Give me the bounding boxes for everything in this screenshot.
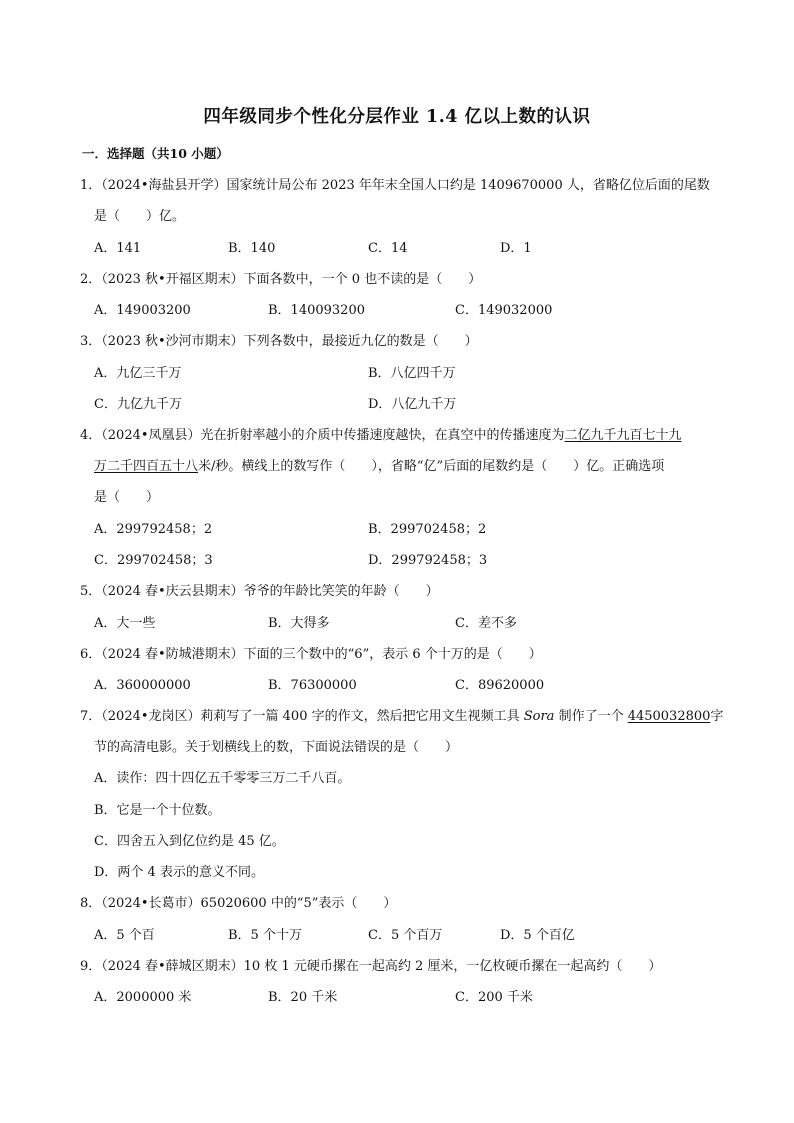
question-8-option-a: A．5 个百 [94,928,155,943]
question-4-underlined-number: 二亿九千九百七十九 [564,428,682,443]
question-5-option-a: A．大一些 [94,616,156,631]
question-3-stem: 3．（2023 秋•沙河市期末）下列各数中，最接近九亿的数是（ ） [80,334,478,349]
question-4-option-d: D．299792458；3 [368,553,488,568]
question-8-option-b: B．5 个十万 [228,928,302,943]
section-heading: 一．选择题（共10 小题） [82,146,229,161]
question-7-stem-text: 7．（2024•龙岗区）莉莉写了一篇 400 字的作文，然后把它用文生视频工具 [80,709,524,724]
question-3-option-c: C．九亿九千万 [94,397,182,412]
question-1-option-d: D．1 [500,241,532,256]
question-6-option-c: C．89620000 [455,678,545,693]
question-4-stem-text: 4．（2024•凤凰县）光在折射率越小的介质中传播速度越快，在真空中的传播速度为 [80,428,565,443]
question-1-option-a: A．141 [94,241,142,256]
question-7-option-b: B．它是一个十位数。 [94,803,221,818]
question-7-underlined-number: 4450032800 [627,709,711,724]
question-7-tool-name: Sora [523,709,555,724]
question-4-option-a: A．299792458；2 [94,522,213,537]
question-1-option-b: B．140 [228,241,276,256]
question-2-option-a: A．149003200 [94,303,191,318]
question-7-option-a: A．读作：四十四亿五千零零三万二千八百。 [94,771,351,786]
question-4-stem-text-2: 米/秒。横线上的数写作（ ），省略“亿”后面的尾数约是（ ）亿。正确选项 [198,459,665,474]
question-1-stem-cont: 是（ ）亿。 [94,209,186,224]
question-4-stem [80,424,682,443]
question-7-stem [80,705,723,724]
page-title: 四年级同步个性化分层作业 1.4 亿以上数的认识 [203,107,591,127]
question-7-stem-text-3: 字 [710,709,724,724]
question-3-option-d: D．八亿九千万 [368,397,457,412]
question-8-option-c: C．5 个百万 [368,928,443,943]
question-1-option-c: C．14 [368,241,408,256]
question-4-underlined-number-cont: 万二千四百五十八 [94,459,199,474]
question-2-option-b: B．140093200 [268,303,365,318]
question-5-stem: 5．（2024 春•庆云县期末）爷爷的年龄比笑笑的年龄（ ） [80,584,439,599]
question-9-option-a: A．2000000 米 [94,990,192,1005]
question-9-option-c: C．200 千米 [455,990,533,1005]
question-4-stem-cont-2: 是（ ） [94,490,160,505]
question-6-option-a: A．360000000 [94,678,191,693]
question-8-option-d: D．5 个百亿 [500,928,575,943]
question-6-option-b: B．76300000 [268,678,357,693]
question-9-option-b: B．20 千米 [268,990,338,1005]
question-2-stem: 2．（2023 秋•开福区期末）下面各数中，一个 0 也不读的是（ ） [80,272,482,287]
question-2-option-c: C．149032000 [455,303,553,318]
question-7-stem-text-2: 制作了一个 [554,709,628,724]
question-1-stem: 1．（2024•海盐县开学）国家统计局公布 2023 年年末全国人口约是 1409670000 人，省略亿位后面的尾数 [80,178,710,193]
question-5-option-b: B．大得多 [268,616,330,631]
question-4-option-b: B．299702458；2 [368,522,487,537]
question-9-stem: 9．（2024 春•薛城区期末）10 枚 1 元硬币摞在一起高约 2 厘米，一亿枚硬币摞在一起高约（ ） [80,959,662,974]
question-5-option-c: C．差不多 [455,616,517,631]
question-6-stem: 6．（2024 春•防城港期末）下面的三个数中的“6”，表示 6 个十万的是（ ） [80,647,542,662]
question-7-option-d: D．两个 4 表示的意义不同。 [94,865,264,880]
question-3-option-a: A．九亿三千万 [94,366,182,381]
question-3-option-b: B．八亿四千万 [368,366,456,381]
question-7-stem-cont: 节的高清电影。关于划横线上的数，下面说法错误的是（ ） [94,740,459,755]
question-7-option-c: C．四舍五入到亿位约是 45 亿。 [94,834,285,849]
question-8-stem: 8．（2024•长葛市）65020600 中的“5”表示（ ） [80,896,397,911]
question-4-stem-cont [94,455,664,474]
question-4-option-c: C．299702458；3 [94,553,213,568]
